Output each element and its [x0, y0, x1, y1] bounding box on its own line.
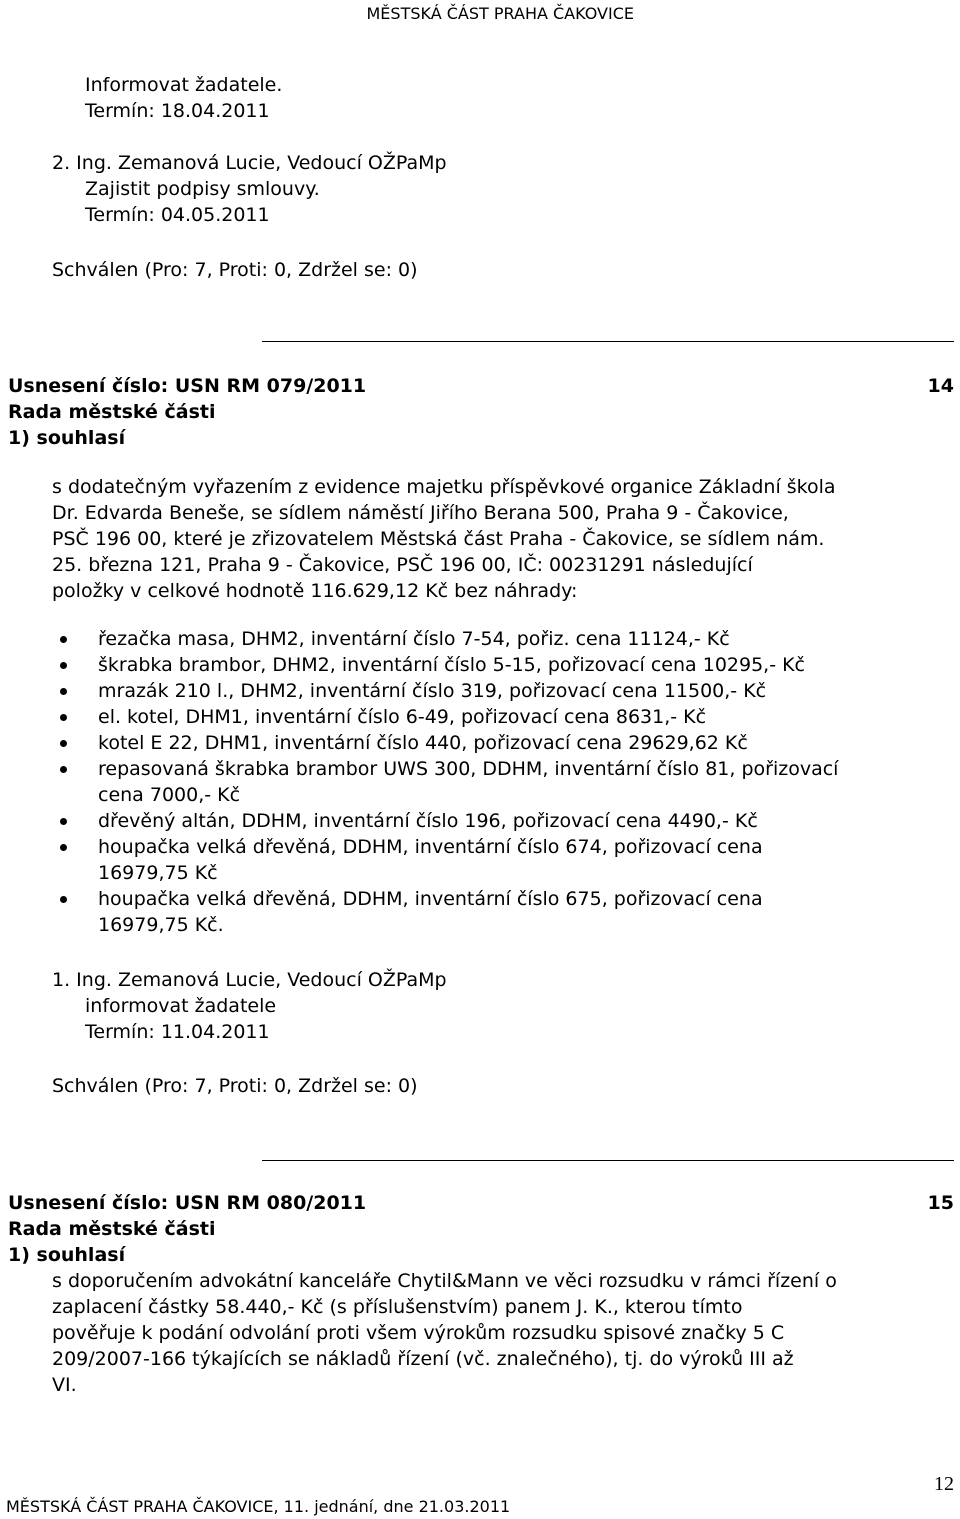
list-item: řezačka masa, DHM2, inventární číslo 7-54, pořiz. cena 11124,- Kč — [98, 628, 730, 650]
list-item: houpačka velká dřevěná, DDHM, inventární číslo 675, pořizovací cena — [98, 888, 763, 910]
page-number: 12 — [934, 1473, 954, 1495]
resolution-text-line: pověřuje k podání odvolání proti všem výrokům rozsudku spisové značky 5 C — [52, 1322, 785, 1344]
resolution-point: 1) souhlasí — [8, 427, 126, 449]
resolution-text-line: položky v celkové hodnotě 116.629,12 Kč bez náhrady: — [52, 580, 578, 602]
page-header: MĚSTSKÁ ČÁST PRAHA ČAKOVICE — [366, 4, 634, 23]
section-divider — [262, 341, 954, 342]
list-item-continuation: 16979,75 Kč — [98, 862, 218, 884]
top-line: Informovat žadatele. — [85, 74, 283, 96]
bullet-icon — [60, 636, 67, 643]
resolution-body: Rada městské části — [8, 401, 216, 423]
resolution-number: 15 — [927, 1192, 954, 1214]
page-footer: MĚSTSKÁ ČÁST PRAHA ČAKOVICE, 11. jednání, dne 21.03.2011 — [6, 1497, 511, 1516]
bullet-icon — [60, 766, 67, 773]
task-line: Termín: 11.04.2011 — [85, 1021, 270, 1043]
list-item-continuation: cena 7000,- Kč — [98, 784, 241, 806]
bullet-icon — [60, 714, 67, 721]
section-divider — [262, 1160, 954, 1161]
resolution-text-line: zaplacení částky 58.440,- Kč (s příslušenstvím) panem J. K., kterou tímto — [52, 1296, 743, 1318]
bullet-icon — [60, 896, 67, 903]
bullet-icon — [60, 818, 67, 825]
resolution-text-line: s doporučením advokátní kanceláře Chytil&Mann ve věci rozsudku v rámci řízení o — [52, 1270, 837, 1292]
vote-result: Schválen (Pro: 7, Proti: 0, Zdržel se: 0) — [52, 259, 418, 281]
list-item: houpačka velká dřevěná, DDHM, inventární číslo 674, pořizovací cena — [98, 836, 763, 858]
resolution-text-line: s dodatečným vyřazením z evidence majetku příspěvkové organice Základní škola — [52, 476, 836, 498]
bullet-icon — [60, 688, 67, 695]
task-line: informovat žadatele — [85, 995, 277, 1017]
list-item: repasovaná škrabka brambor UWS 300, DDHM, inventární číslo 81, pořizovací — [98, 758, 839, 780]
resolution-point: 1) souhlasí — [8, 1244, 126, 1266]
list-item: škrabka brambor, DHM2, inventární číslo 5-15, pořizovací cena 10295,- Kč — [98, 654, 806, 676]
resolution-text-line: 209/2007-166 týkajících se nákladů řízení (vč. znalečného), tj. do výroků III až — [52, 1348, 794, 1370]
resolution-text-line: PSČ 196 00, které je zřizovatelem Městská část Praha - Čakovice, se sídlem nám. — [52, 528, 825, 550]
list-item: el. kotel, DHM1, inventární číslo 6-49, pořizovací cena 8631,- Kč — [98, 706, 707, 728]
top-line: 2. Ing. Zemanová Lucie, Vedoucí OŽPaMp — [52, 152, 447, 174]
top-line: Termín: 04.05.2011 — [85, 204, 270, 226]
bullet-icon — [60, 740, 67, 747]
list-item: kotel E 22, DHM1, inventární číslo 440, pořizovací cena 29629,62 Kč — [98, 732, 748, 754]
bullet-icon — [60, 662, 67, 669]
resolution-body: Rada městské části — [8, 1218, 216, 1240]
vote-result: Schválen (Pro: 7, Proti: 0, Zdržel se: 0) — [52, 1075, 418, 1097]
list-item-continuation: 16979,75 Kč. — [98, 914, 224, 936]
resolution-text-line: VI. — [52, 1374, 77, 1396]
resolution-title: Usnesení číslo: USN RM 079/2011 — [8, 375, 367, 397]
resolution-text-line: 25. března 121, Praha 9 - Čakovice, PSČ 196 00, IČ: 00231291 následující — [52, 554, 753, 576]
list-item: mrazák 210 l., DHM2, inventární číslo 319, pořizovací cena 11500,- Kč — [98, 680, 767, 702]
resolution-number: 14 — [927, 375, 954, 397]
list-item: dřevěný altán, DDHM, inventární číslo 196, pořizovací cena 4490,- Kč — [98, 810, 758, 832]
task-line: 1. Ing. Zemanová Lucie, Vedoucí OŽPaMp — [52, 969, 447, 991]
resolution-title: Usnesení číslo: USN RM 080/2011 — [8, 1192, 367, 1214]
top-line: Zajistit podpisy smlouvy. — [85, 178, 320, 200]
top-line: Termín: 18.04.2011 — [85, 100, 270, 122]
bullet-icon — [60, 844, 67, 851]
resolution-text-line: Dr. Edvarda Beneše, se sídlem náměstí Jiřího Berana 500, Praha 9 - Čakovice, — [52, 502, 789, 524]
